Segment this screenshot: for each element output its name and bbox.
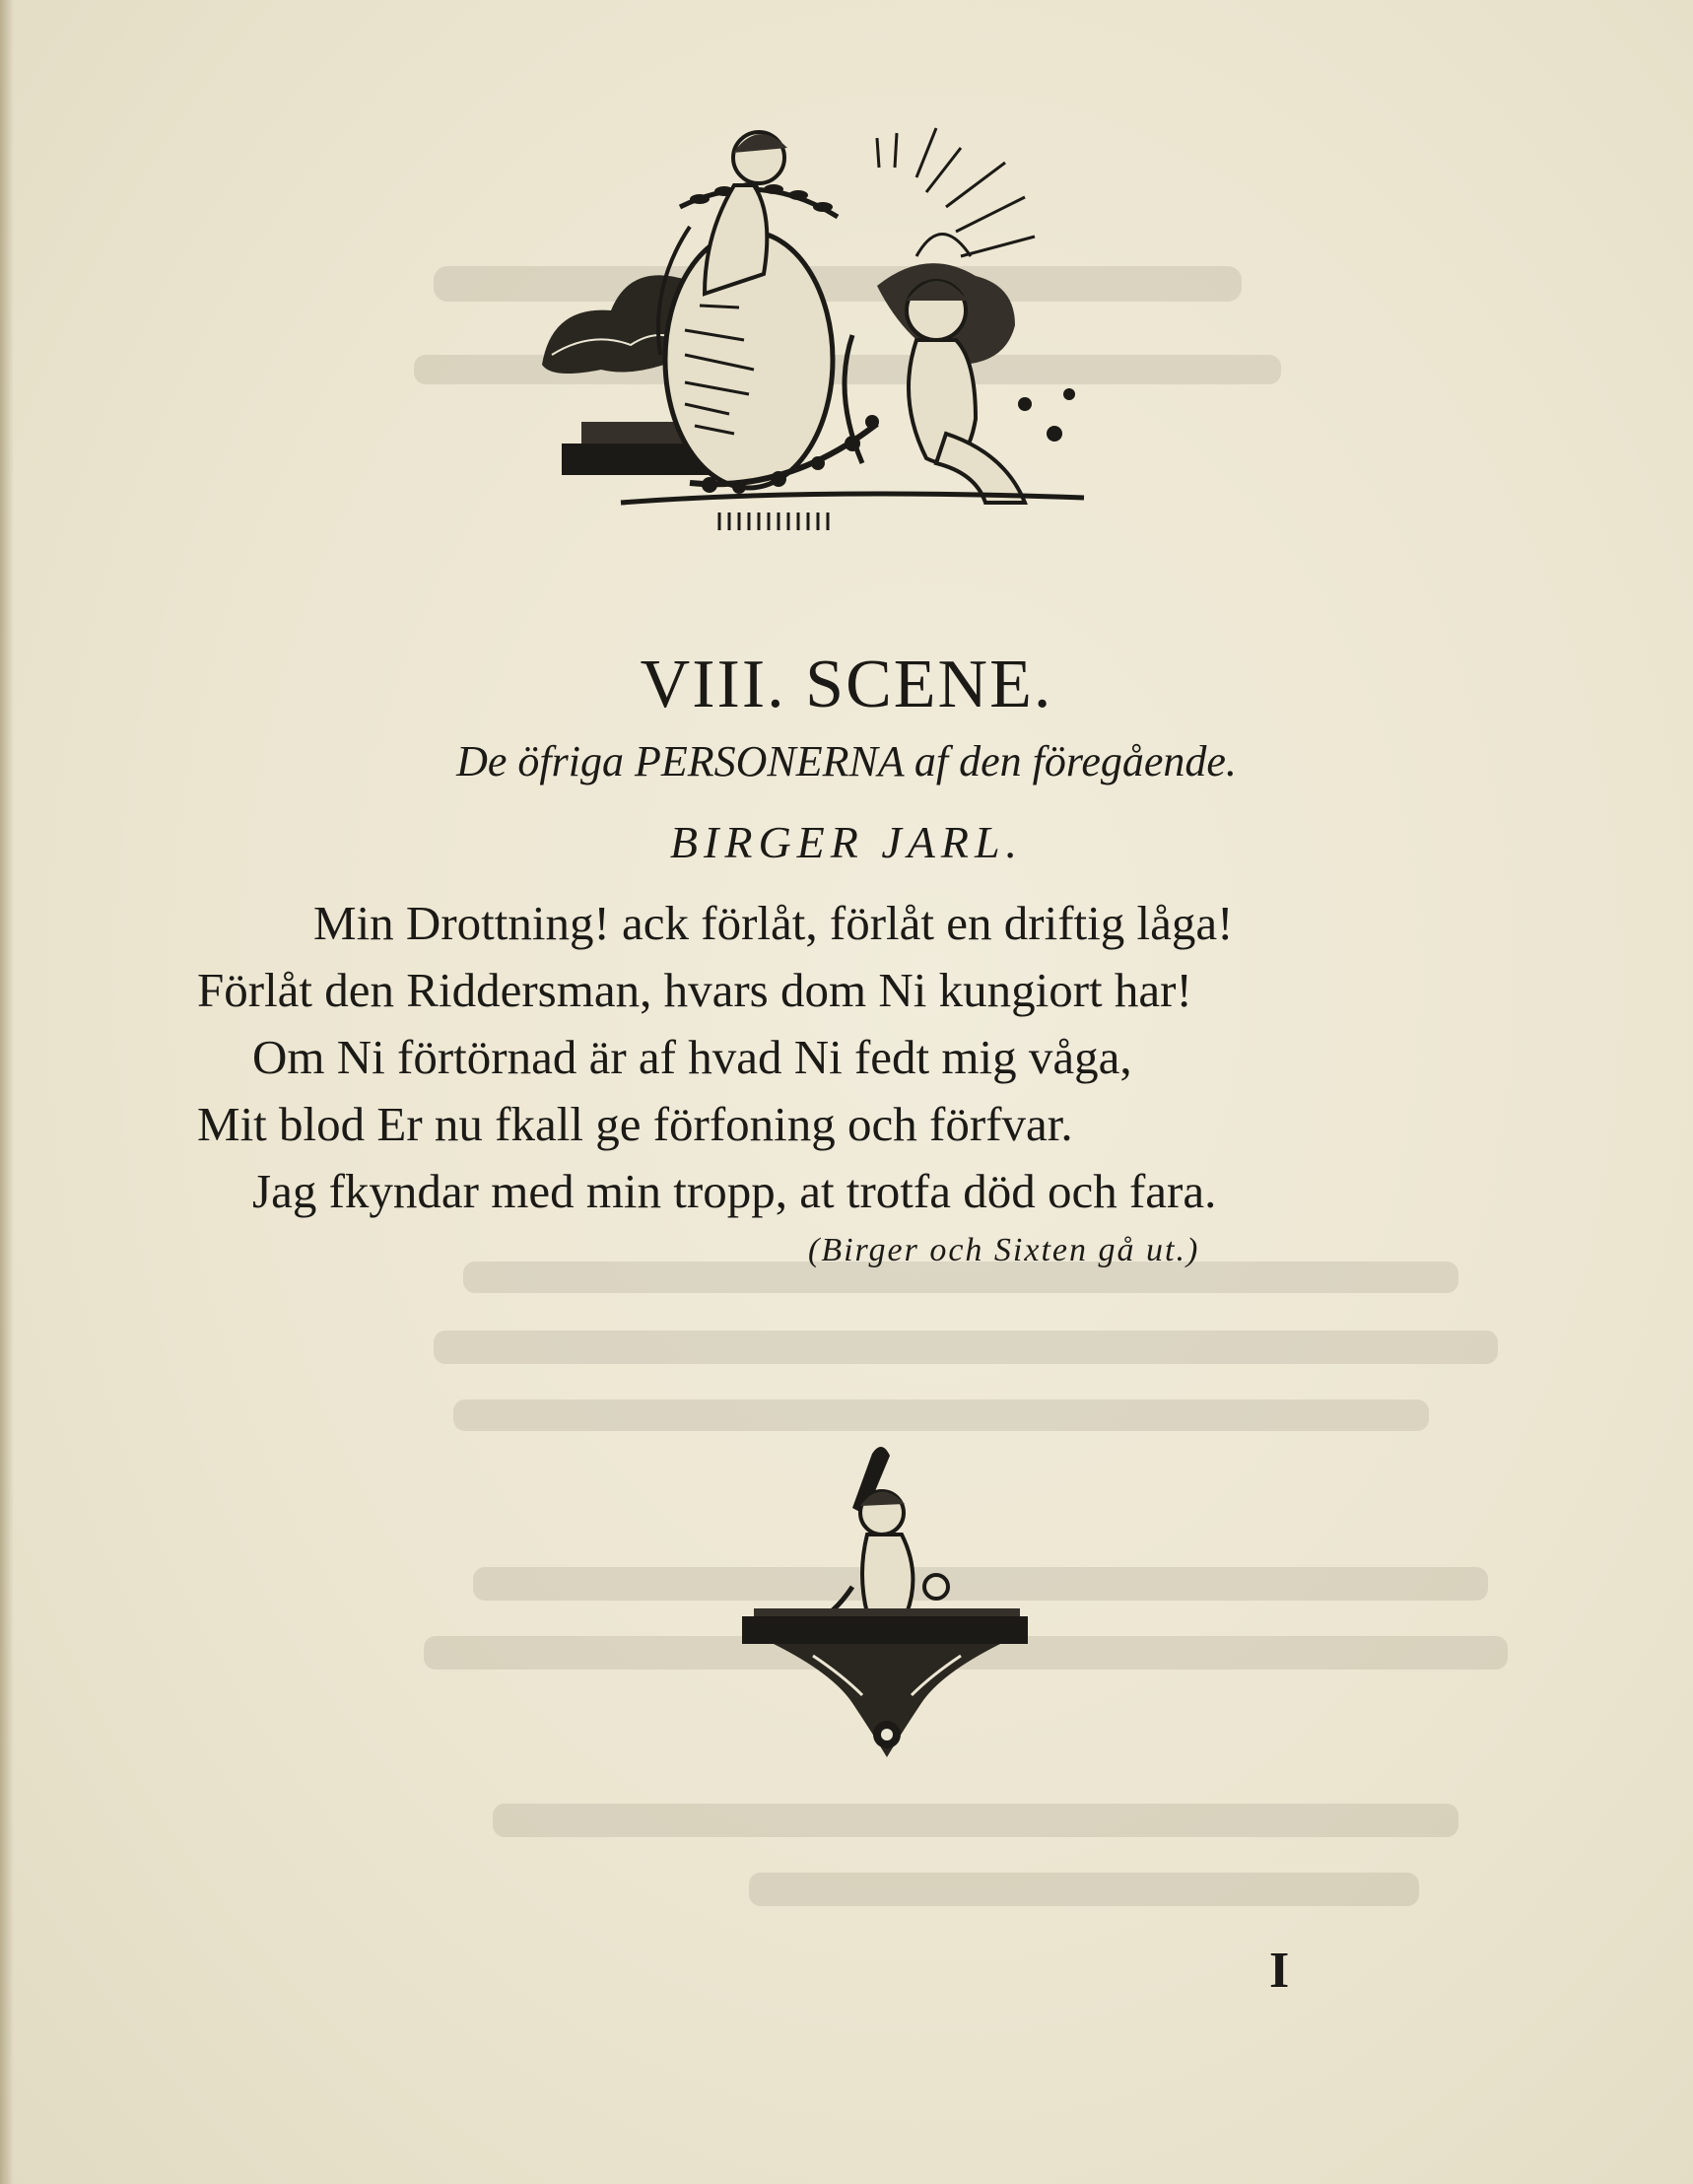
cherubs-vignette: [522, 108, 1114, 572]
signature-mark: I: [1269, 1943, 1290, 1999]
verse-line: Förlåt den Riddersman, hvars dom Ni kungiort har!: [197, 963, 1192, 1017]
page-gutter-shadow: [0, 0, 14, 2184]
cherub-bracket-ornament: [734, 1439, 1040, 1764]
verse-line: Min Drottning! ack förlåt, förlåt en driftig låga!: [313, 896, 1234, 950]
verse-line: Jag fkyndar med min tropp, at trotfa död och fara.: [252, 1164, 1217, 1218]
verse-line: Mit blod Er nu fkall ge förfoning och förfvar.: [197, 1097, 1073, 1151]
speaker-name: BIRGER JARL.: [669, 817, 1024, 867]
verse-line: Om Ni förtörnad är af hvad Ni fedt mig våga,: [252, 1030, 1132, 1084]
scene-cast-note: De öfriga PERSONERNA af den föregående.: [456, 737, 1237, 785]
stage-direction: (Birger och Sixten gå ut.): [808, 1232, 1200, 1268]
scene-title: VIII. SCENE.: [640, 647, 1053, 722]
